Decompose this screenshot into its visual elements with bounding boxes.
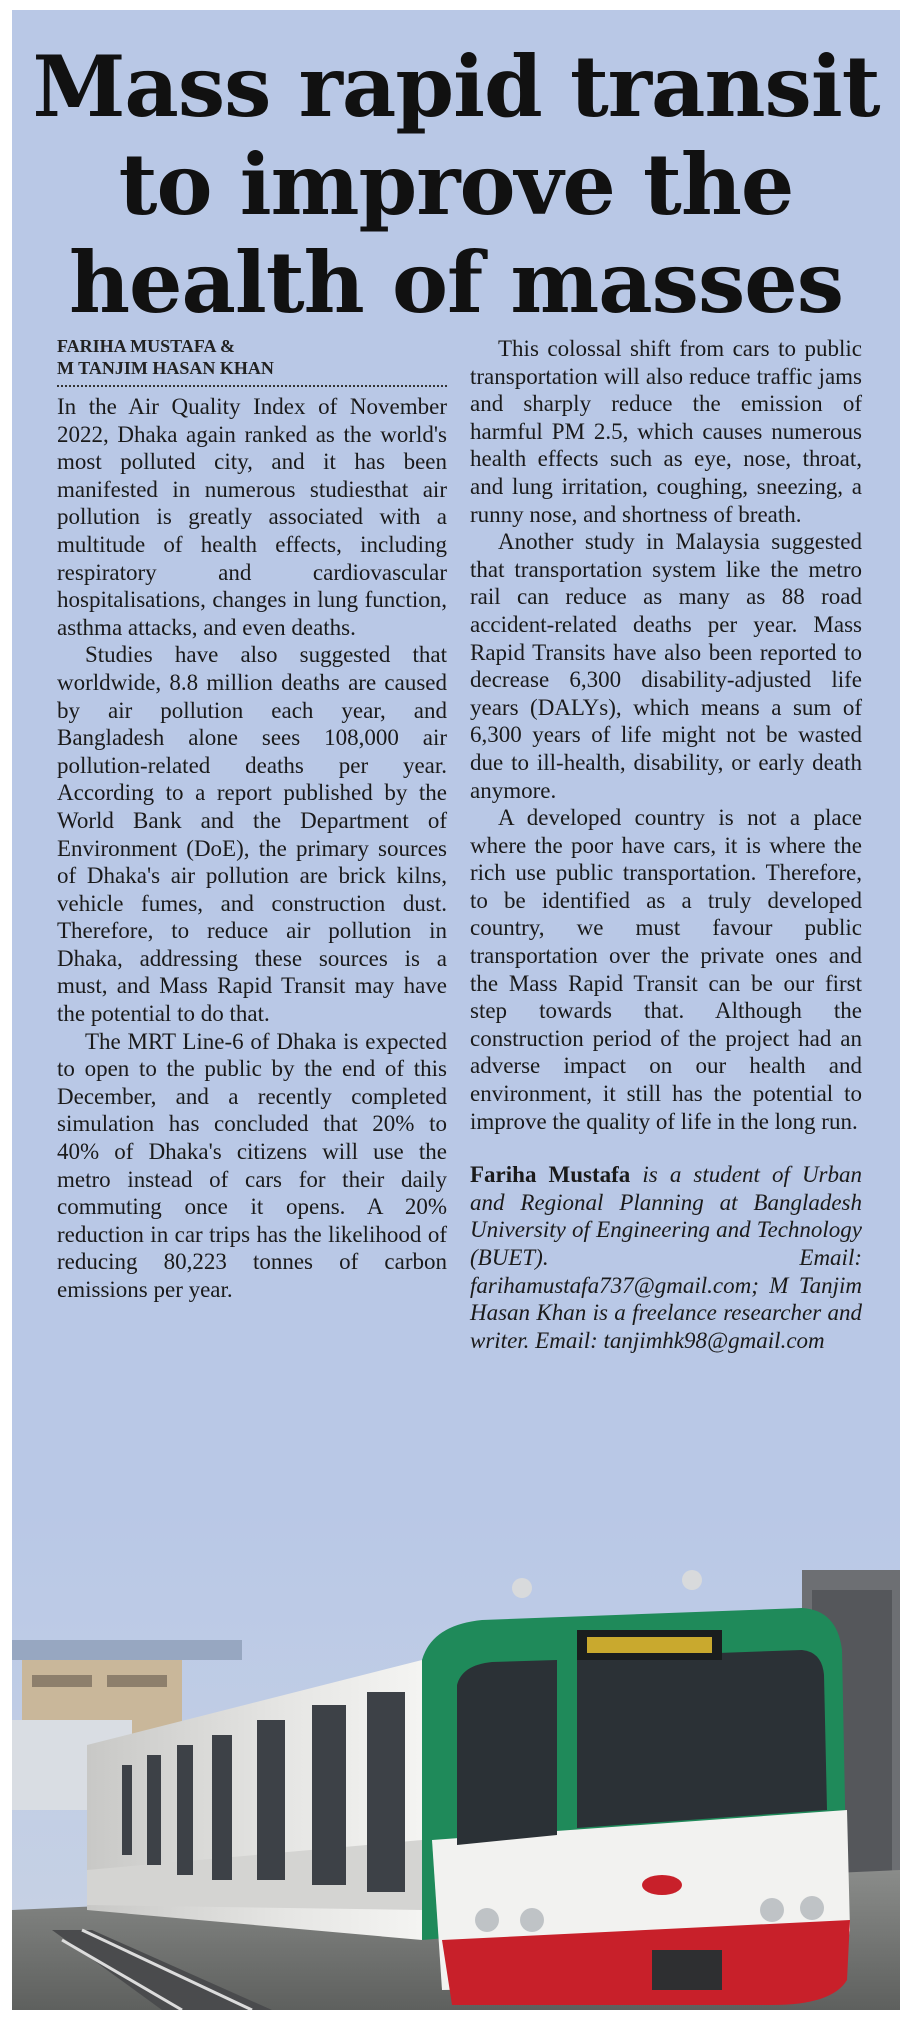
author-bio-name: Fariha Mustafa bbox=[470, 1162, 631, 1188]
paragraph-6: A developed country is not a place where the poor have cars, it is where the rich use public transportation. Therefore, to be identified as a truly developed country, we must favour public transportation over the private ones and the Mass Rapid Transit can be our first step towards that. Although the construction period of the project had an adverse impact on our health and environment, it still has the potential to improve the quality of life in the long run. bbox=[470, 805, 862, 1134]
paragraph-4: This colossal shift from cars to public transportation will also reduce traffic jams and sharply reduce the emission of harmful PM 2.5, which causes numerous health effects such as eye, nose, throat, and lung irritation, coughing, sneezing, a runny nose, and shortness of breath. bbox=[470, 336, 862, 527]
headline-line-2: to improve the bbox=[118, 135, 794, 234]
article-column-right bbox=[470, 335, 862, 1354]
byline-line-1: FARIHA MUSTAFA & bbox=[57, 336, 235, 356]
article-column-left bbox=[57, 335, 447, 1304]
headline bbox=[12, 38, 900, 332]
author-bio bbox=[470, 1161, 862, 1354]
metro-rail-train-photo bbox=[12, 1510, 900, 2010]
paragraph-5: Another study in Malaysia suggested that transportation system like the metro rail can reduce as many as 88 road accident-related deaths per year. Mass Rapid Transits have also been reported to decrease 6,300 disability-adjusted life years (DALYs), which means a sum of 6,300 years of life might not be wasted due to ill-health, disability, or early death anymore. bbox=[470, 529, 862, 803]
paragraph-2: Studies have also suggested that worldwide, 8.8 million deaths are caused by air pollution each year, and Bangladesh alone sees 108,000 air pollution-related deaths per year. According to a report published by the World Bank and the Department of Environment (DoE), the primary sources of Dhaka's air pollution are brick kilns, vehicle fumes, and construction dust. Therefore, to reduce air pollution in Dhaka, addressing these sources is a must, and Mass Rapid Transit may have the potential to do that. bbox=[57, 642, 447, 1027]
byline-line-2: M TANJIM HASAN KHAN bbox=[57, 358, 274, 378]
headline-line-1: Mass rapid transit bbox=[32, 37, 880, 136]
newspaper-page bbox=[12, 10, 900, 2010]
paragraph-3: The MRT Line-6 of Dhaka is expected to open to the public by the end of this December, and a recently completed simulation has concluded that 20% to 40% of Dhaka's citizens will use the metro instead of cars for their daily commuting once it opens. A 20% reduction in car trips has the likelihood of reducing 80,223 tonnes of carbon emissions per year. bbox=[57, 1028, 447, 1302]
author-bio-text: is a student of Urban and Regional Planning at Bangladesh University of Engineering and Technology (BUET). Email: farihamustafa737@gmail.com; M Tanjim Hasan Khan is a freelance researcher and writer. Email: tanjimhk98@gmail.com bbox=[470, 1162, 862, 1353]
byline bbox=[57, 335, 447, 387]
headline-line-3: health of masses bbox=[68, 233, 843, 332]
paragraph-1: In the Air Quality Index of November 2022, Dhaka again ranked as the world's most polluted city, and it has been manifested in numerous studiesthat air pollution is greatly associated with a multitude of health effects, including respiratory and cardiovascular hospitalisations, changes in lung function, asthma attacks, and even deaths. bbox=[57, 394, 447, 640]
